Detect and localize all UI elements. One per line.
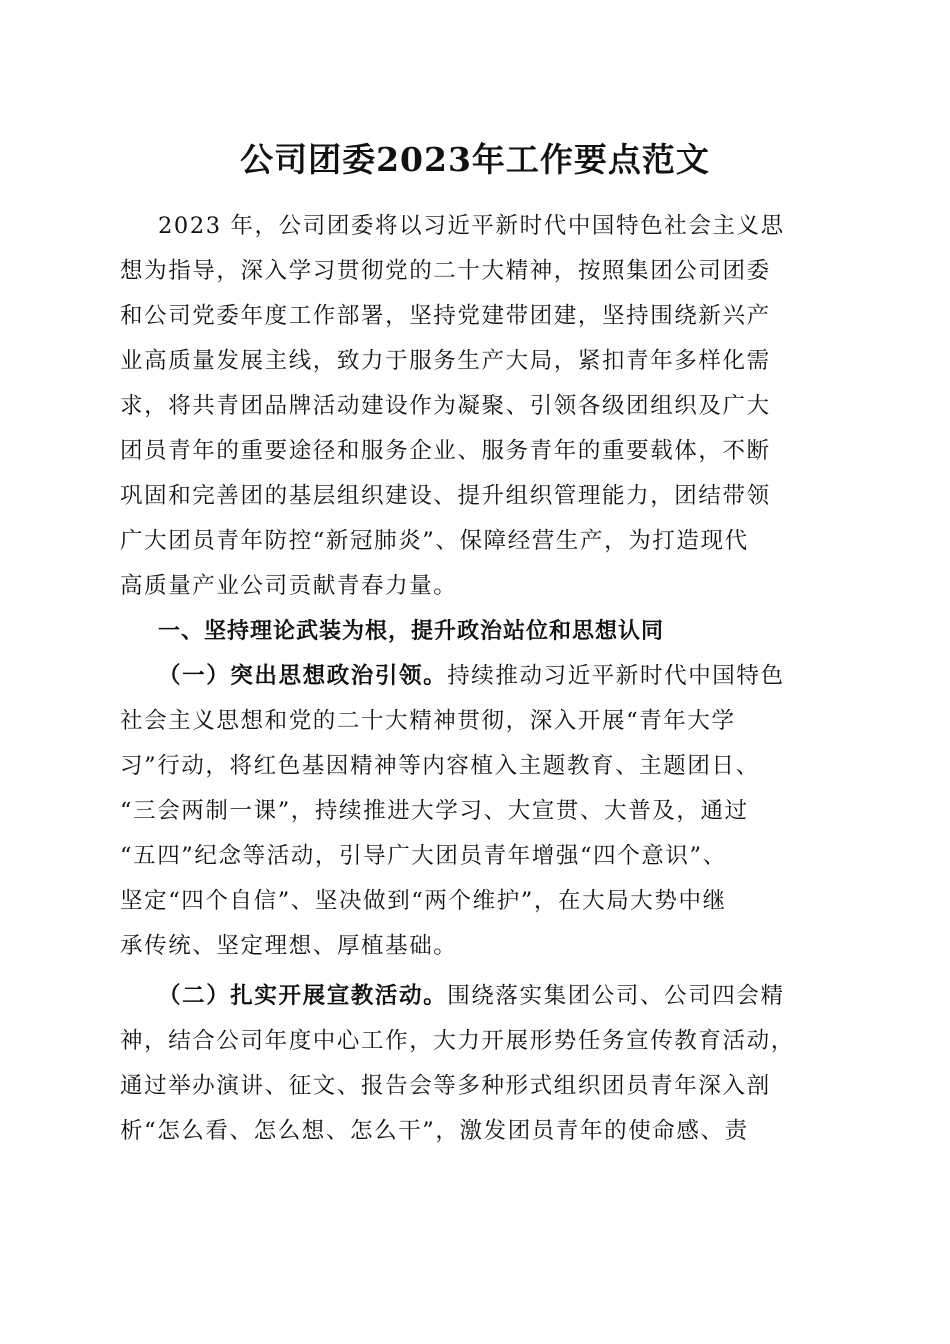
intro-line: 团员青年的重要途径和服务企业、服务青年的重要载体，不断 bbox=[120, 438, 771, 464]
item-1-line: 坚定“四个自信”、坚决做到“两个维护”，在大局大势中继 bbox=[120, 888, 727, 914]
document-title: 公司团委2023年工作要点范文 bbox=[240, 140, 710, 179]
item-1-lead: （一）突出思想政治引领。 bbox=[158, 663, 448, 689]
item-2-line: 通过举办演讲、征文、报告会等多种形式组织团员青年深入剖 bbox=[120, 1073, 771, 1099]
intro-line: 业高质量发展主线，致力于服务生产大局，紧扣青年多样化需 bbox=[120, 348, 771, 374]
item-1-line: 社会主义思想和党的二十大精神贯彻，深入开展“青年大学 bbox=[120, 708, 736, 734]
item-1-line: 承传统、坚定理想、厚植基础。 bbox=[120, 933, 458, 959]
intro-line: 巩固和完善团的基层组织建设、提升组织管理能力，团结带领 bbox=[120, 483, 771, 509]
item-2-first-text: 围绕落实集团公司、公司四会精 bbox=[447, 983, 785, 1009]
item-1-line: “五四”纪念等活动，引导广大团员青年增强“四个意识”、 bbox=[120, 843, 727, 869]
item-2-line: 神，结合公司年度中心工作，大力开展形势任务宣传教育活动， bbox=[120, 1028, 795, 1054]
document-body bbox=[120, 204, 835, 1154]
item-1-line: 习”行动，将红色基因精神等内容植入主题教育、主题团日、 bbox=[120, 753, 760, 779]
intro-line: 广大团员青年防控“新冠肺炎”、保障经营生产，为打造现代 bbox=[120, 528, 749, 554]
item-2-first-line bbox=[120, 974, 835, 1019]
intro-line: 求，将共青团品牌活动建设作为凝聚、引领各级团组织及广大 bbox=[120, 393, 771, 419]
item-2-lead: （二）扎实开展宣教活动。 bbox=[158, 983, 448, 1009]
item-1-first-line bbox=[120, 654, 835, 699]
intro-line: 想为指导，深入学习贯彻党的二十大精神，按照集团公司团委 bbox=[120, 258, 771, 284]
intro-line: 高质量产业公司贡献青春力量。 bbox=[120, 573, 458, 599]
intro-line: 和公司党委年度工作部署，坚持党建带团建，坚持围绕新兴产 bbox=[120, 303, 771, 329]
section-heading: 一、坚持理论武装为根，提升政治站位和思想认同 bbox=[158, 619, 665, 644]
item-1-first-text: 持续推动习近平新时代中国特色 bbox=[447, 663, 785, 689]
item-1-line: “三会两制一课”，持续推进大学习、大宣贯、大普及，通过 bbox=[120, 798, 749, 824]
item-2-line: 析“怎么看、怎么想、怎么干”，激发团员青年的使命感、责 bbox=[120, 1118, 749, 1144]
intro-line: 2023 年，公司团委将以习近平新时代中国特色社会主义思 bbox=[158, 213, 785, 239]
